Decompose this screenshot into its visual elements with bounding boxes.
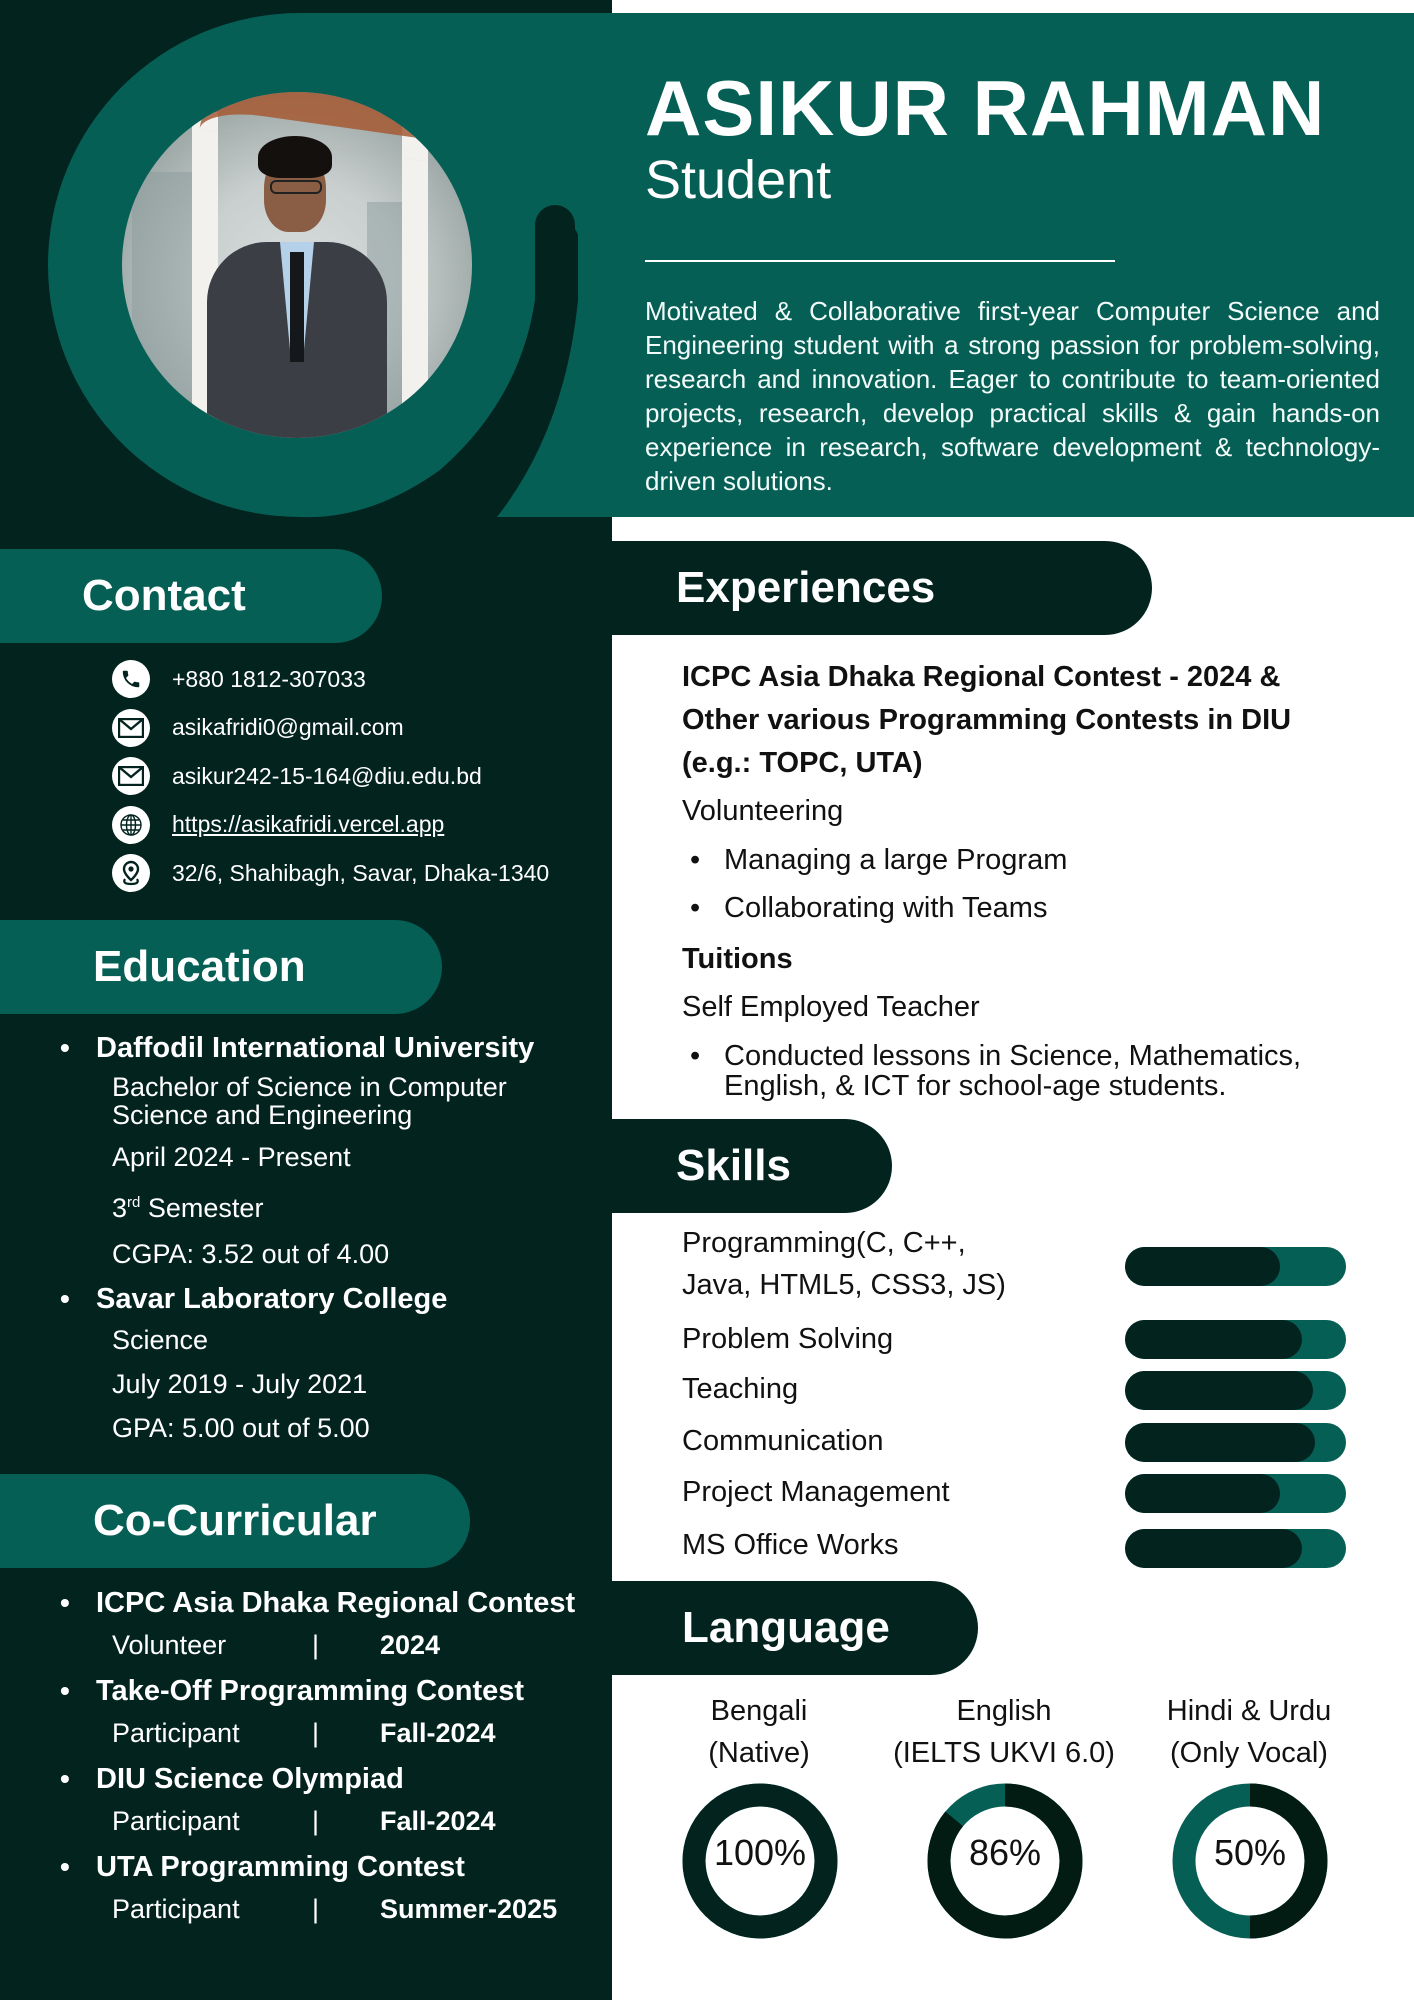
skills-heading-label: Skills	[676, 1141, 791, 1190]
experience-bullet: • Conducted lessons in Science, Mathematics, English, & ICT for school-age students.	[682, 1041, 1382, 1101]
cocurricular-item	[60, 1760, 575, 1838]
experiences-heading-label: Experiences	[676, 563, 936, 612]
experiences-list	[682, 656, 1382, 1101]
experience-title: (e.g.: TOPC, UTA)	[682, 747, 923, 779]
phone-icon	[112, 660, 150, 698]
education-semester: 3rd Semester	[112, 1193, 264, 1223]
skill-bar	[1125, 1247, 1346, 1286]
skill-bar	[1125, 1474, 1346, 1513]
activity-role: Participant	[112, 1806, 240, 1836]
contact-heading-label: Contact	[82, 571, 246, 620]
activity-title: • Take-Off Programming Contest	[60, 1672, 575, 1710]
cocurricular-item	[60, 1584, 575, 1662]
education-grade: GPA: 5.00 out of 5.00	[112, 1413, 370, 1443]
separator: |	[312, 1806, 320, 1836]
degree-line-1: Science	[112, 1325, 209, 1355]
skill-label: Problem Solving	[682, 1323, 894, 1355]
profile-photo	[122, 92, 472, 438]
skill-bar-fill	[1125, 1423, 1315, 1462]
skill-row	[682, 1318, 1362, 1360]
skill-bar-fill	[1125, 1320, 1302, 1359]
language-item	[629, 1690, 889, 1774]
skill-label: Java, HTML5, CSS3, JS)	[682, 1269, 1006, 1301]
separator: |	[312, 1630, 320, 1660]
institution-name: • Savar Laboratory College	[60, 1280, 534, 1318]
profile-summary: Motivated & Collaborative first-year Computer Science and Engineering student with a strong passion for problem-solving, research and innovation. Eager to contribute to team-oriented projects, research, develop practical skills & gain hands-on experience in research, software development & technology-driven solutions.	[645, 296, 1380, 496]
cocurricular-item	[60, 1672, 575, 1750]
experience-item	[682, 656, 1382, 923]
experience-title: Tuitions	[682, 943, 793, 975]
skill-bar-fill	[1125, 1474, 1280, 1513]
skill-row	[682, 1420, 1362, 1462]
activity-date: 2024	[380, 1630, 441, 1660]
phone-number: +880 1812-307033	[172, 665, 366, 692]
education-list	[60, 1029, 534, 1444]
skill-label: Communication	[682, 1425, 884, 1457]
skill-bar	[1125, 1371, 1346, 1410]
language-item	[1119, 1690, 1379, 1774]
header-text-block	[645, 62, 1380, 498]
skill-label: Programming(C, C++,	[682, 1227, 966, 1259]
language-note: (Only Vocal)	[1170, 1737, 1328, 1769]
contact-phone	[112, 655, 549, 704]
education-grade: CGPA: 3.52 out of 4.00	[112, 1239, 390, 1269]
education-period: July 2019 - July 2021	[112, 1369, 368, 1399]
donut-percent: 100%	[713, 1832, 807, 1873]
skill-row	[682, 1222, 1362, 1306]
language-note: (IELTS UKVI 6.0)	[893, 1737, 1115, 1769]
mail-icon	[112, 709, 150, 747]
degree-line-2: Science and Engineering	[112, 1100, 413, 1130]
cocurricular-list	[60, 1584, 575, 1936]
donut-percent: 50%	[1213, 1832, 1287, 1873]
person-name: ASIKUR RAHMAN	[645, 64, 1326, 152]
contact-email-personal	[112, 704, 549, 753]
activity-title: • ICPC Asia Dhaka Regional Contest	[60, 1584, 575, 1622]
education-heading-label: Education	[93, 942, 306, 991]
mail-icon	[112, 757, 150, 795]
activity-date: Summer-2025	[380, 1894, 558, 1924]
skill-row	[682, 1368, 1362, 1410]
header-divider	[645, 260, 1115, 262]
person-role: Student	[645, 150, 832, 210]
globe-icon	[112, 806, 150, 844]
experience-title: Other various Programming Contests in DIU	[682, 704, 1292, 736]
skill-row	[682, 1524, 1362, 1566]
cocurricular-item	[60, 1848, 575, 1926]
experience-role: Volunteering	[682, 795, 844, 827]
skill-label: MS Office Works	[682, 1529, 899, 1561]
separator: |	[312, 1894, 320, 1924]
skill-bar-fill	[1125, 1247, 1280, 1286]
language-note: (Native)	[708, 1737, 810, 1769]
skill-bar-fill	[1125, 1529, 1302, 1568]
skill-bar	[1125, 1423, 1346, 1462]
institution-name: • Daffodil International University	[60, 1029, 534, 1067]
skill-label: Teaching	[682, 1373, 799, 1405]
cocurricular-heading	[0, 1474, 470, 1568]
degree-line-1: Bachelor of Science in Computer	[112, 1072, 507, 1102]
experiences-heading	[612, 541, 1152, 635]
skill-row	[682, 1471, 1362, 1513]
activity-title: • DIU Science Olympiad	[60, 1760, 575, 1798]
activity-role: Volunteer	[112, 1630, 227, 1660]
separator: |	[312, 1718, 320, 1748]
contact-website	[112, 801, 549, 850]
experience-bullet: • Collaborating with Teams	[682, 893, 1382, 923]
skills-heading	[612, 1119, 892, 1213]
education-item	[60, 1029, 534, 1270]
activity-date: Fall-2024	[380, 1806, 496, 1836]
language-name: Hindi & Urdu	[1166, 1695, 1332, 1727]
language-name: English	[956, 1695, 1052, 1727]
skill-label: Project Management	[682, 1476, 950, 1508]
email-university[interactable]: asikur242-15-164@diu.edu.bd	[172, 762, 482, 789]
contact-address	[112, 849, 549, 898]
skill-bar-fill	[1125, 1371, 1313, 1410]
location-pin-icon	[112, 854, 150, 892]
education-heading	[0, 920, 442, 1014]
contact-heading	[0, 549, 382, 643]
activity-date: Fall-2024	[380, 1718, 496, 1748]
activity-role: Participant	[112, 1718, 240, 1748]
experience-role: Self Employed Teacher	[682, 991, 980, 1023]
education-item	[60, 1280, 534, 1444]
donut-percent: 86%	[968, 1832, 1042, 1873]
experience-title: ICPC Asia Dhaka Regional Contest - 2024 &	[682, 661, 1281, 693]
activity-title: • UTA Programming Contest	[60, 1848, 575, 1886]
website-link[interactable]: https://asikafridi.vercel.app	[172, 811, 445, 838]
contact-list	[112, 655, 549, 898]
language-item	[874, 1690, 1134, 1774]
experience-item	[682, 941, 1382, 1101]
cocurricular-heading-label: Co-Curricular	[93, 1496, 377, 1545]
language-heading-label: Language	[682, 1603, 890, 1652]
language-name: Bengali	[710, 1695, 808, 1727]
address: 32/6, Shahibagh, Savar, Dhaka-1340	[172, 859, 550, 886]
skill-bar	[1125, 1320, 1346, 1359]
experience-bullet: • Managing a large Program	[682, 845, 1382, 875]
contact-email-university	[112, 752, 549, 801]
skill-bar	[1125, 1529, 1346, 1568]
language-heading	[612, 1581, 978, 1675]
education-period: April 2024 - Present	[112, 1142, 351, 1172]
email-personal[interactable]: asikafridi0@gmail.com	[172, 714, 404, 741]
activity-role: Participant	[112, 1894, 240, 1924]
